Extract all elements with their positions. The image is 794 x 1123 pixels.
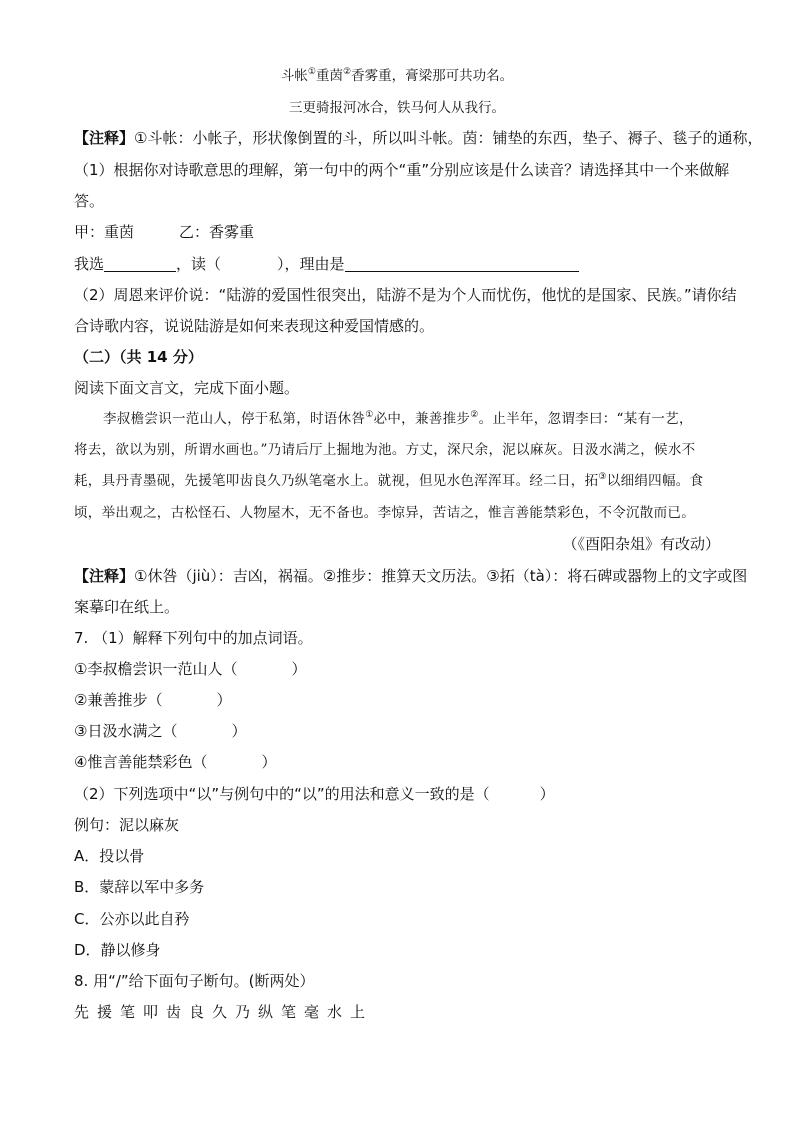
passage-line-4: 顷，举出观之，古松怪石、人物屋木，无不备也。李惊异，苦诘之，惟言善能禁彩色，不令沉散而已。: [74, 505, 695, 521]
question-1-answer-line: [74, 254, 720, 274]
paren-close: ）: [231, 722, 247, 740]
note-label: 【注释】: [74, 567, 135, 585]
passage-text: 李叔檐尝识一范山人，停于私第，时语休咎: [103, 411, 366, 427]
question-7-item-2: [74, 690, 720, 710]
note-label: 【注释】: [74, 129, 135, 147]
question-8-title: 8. 用“/”给下面句子断句。(断两处）: [74, 972, 315, 990]
question-8-sentence: 先援笔叩齿良久乃纵笔毫水上: [74, 1003, 374, 1021]
passage-text: 必中，兼善推步: [373, 411, 471, 427]
item-text: ①李叔檐尝识一范山人（: [74, 660, 238, 678]
question-7-example: 例句：泥以麻灰: [74, 816, 180, 834]
question-7-item-4: [74, 752, 720, 772]
section-instruction: 阅读下面文言文，完成下面小题。: [74, 379, 300, 397]
question-7-item-3: [74, 721, 720, 741]
answer-blank-choice[interactable]: [104, 256, 176, 272]
note-1: [74, 128, 763, 148]
question-7-title: 7. （1）解释下列句中的加点词语。: [74, 629, 313, 647]
note-text: ①休咎（jiù）：吉凶，祸福。②推步：推算天文历法。③拓（tà）：将石碑或器物上的文字或图: [134, 567, 748, 585]
paren-close: ）: [216, 691, 232, 709]
footnote-marker: ②: [343, 67, 352, 77]
poem-line-1: [74, 66, 720, 86]
section-heading: （二）（共 14 分）: [74, 348, 203, 366]
choice-d: D．静以修身: [74, 941, 161, 959]
question-1-options: 甲：重茵 乙：香雾重: [74, 223, 255, 241]
footnote-marker: ①: [307, 67, 316, 77]
passage-line-2: 将去，欲以为别，所谓水画也。”乃请后厅上掘地为池。方丈，深尺余，泥以麻灰。日汲水满之，候水不: [74, 442, 696, 458]
passage-line-1: [103, 409, 720, 429]
poem-line-2: 三更骑报河冰合，铁马何人从我行。: [289, 100, 505, 116]
choice-c: C．公亦以此自矜: [74, 910, 190, 928]
paren-close: ）: [261, 753, 277, 771]
passage-text: 。止半年，忽谓李曰：“某有一艺，: [478, 411, 693, 427]
footnote-marker: ③: [598, 472, 607, 482]
choice-b: B．蒙辞以军中多务: [74, 878, 205, 896]
paren-close: ）: [539, 785, 555, 803]
answer-prefix: 我选: [74, 255, 105, 273]
passage-text: 以细绢四幅。食: [606, 473, 704, 489]
paren-close: ）: [291, 660, 307, 678]
poem-text: 香雾重，膏梁那可共功名。: [351, 68, 514, 84]
poem-text: 斗帐: [280, 68, 308, 84]
answer-blank-reason[interactable]: [345, 256, 579, 272]
passage-text: 耗，具丹青墨砚，先援笔叩齿良久乃纵笔毫水上。就视，但见水色浑浑耳。经二日，拓: [74, 473, 599, 489]
footnote-marker: ②: [470, 410, 479, 420]
answer-reason-label: ），理由是: [277, 255, 345, 273]
note-2-line-1: [74, 566, 748, 586]
item-text: （2）下列选项中“以”与例句中的“以”的用法和意义一致的是（: [74, 785, 490, 803]
question-7-part-2: [74, 784, 720, 804]
note-text: ①斗帐：小帐子，形状像倒置的斗，所以叫斗帐。茵：铺垫的东西，垫子、褥子、毯子的通称，: [134, 129, 763, 147]
question-1-line-2: 答。: [74, 192, 105, 210]
item-text: ②兼善推步（: [74, 691, 163, 709]
passage-line-3: [74, 471, 720, 491]
question-7-item-1: [74, 659, 720, 679]
note-2-line-2: 案摹印在纸上。: [74, 598, 180, 616]
poem-text: 重茵: [316, 68, 343, 84]
question-2-line-2: 合诗歌内容，说说陆游是如何来表现这种爱国情感的。: [74, 317, 435, 335]
passage-source: （《酉阳杂俎》有改动）: [562, 535, 720, 553]
footnote-marker: ①: [365, 410, 374, 420]
question-1-line-1: （1）根据你对诗歌意思的理解，第一句中的两个“重”分别应该是什么读音？请选择其中一个来做解: [74, 161, 730, 179]
choice-a: A．投以骨: [74, 847, 145, 865]
answer-mid: ，读（: [176, 255, 222, 273]
question-2-line-1: （2）周恩来评价说：“陆游的爱国性很突出，陆游不是为个人而忧伤，他忧的是国家、民族。”请你结: [74, 286, 737, 304]
item-text: ③日汲水满之（: [74, 722, 178, 740]
item-text: ④惟言善能禁彩色（: [74, 753, 208, 771]
